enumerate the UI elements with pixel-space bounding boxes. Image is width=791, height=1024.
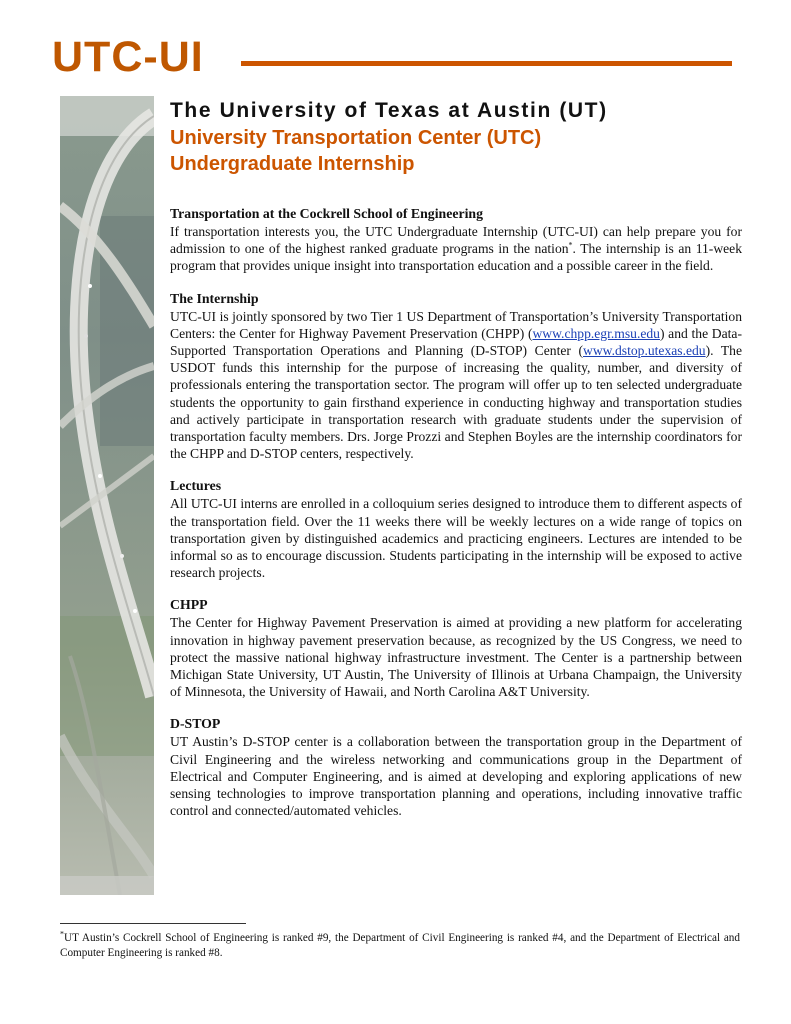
footnote-marker: * bbox=[568, 240, 573, 250]
section-internship bbox=[170, 289, 742, 463]
center-subtitle: University Transportation Center (UTC) bbox=[170, 127, 542, 149]
section-title: D-STOP bbox=[170, 716, 221, 732]
highway-aerial-photo bbox=[60, 96, 154, 895]
section-text: The Center for Highway Pavement Preservation is aimed at providing a new platform for accelerating innovation in highway pavement preservation because, as recognized by the US Congress, we need to protect the massive national highway infrastructure investment. The Center is a partnership between Michigan State University, UT Austin, The University of Illinois at Urbana Champaign, the University of Minnesota, the University of Hawaii, and North Carolina A&T University. bbox=[170, 615, 742, 700]
section-title: Lectures bbox=[170, 478, 222, 494]
section-chpp bbox=[170, 595, 742, 700]
footnote-divider bbox=[60, 923, 246, 924]
chpp-link[interactable]: www.chpp.egr.msu.edu bbox=[532, 325, 660, 341]
body-content bbox=[170, 204, 742, 833]
highway-interchange-image bbox=[60, 96, 154, 895]
section-text: All UTC-UI interns are enrolled in a colloquium series designed to introduce them to different aspects of the transportation field. Over the 11 weeks there will be weekly lectures on a wide range of topics on transportation given by distinguished academics and practicing engineers. Lectures are intended to be informal so as to encourage discussion. Students participating in the internship will be exposed to active research projects. bbox=[170, 496, 742, 581]
section-dstop bbox=[170, 714, 742, 819]
page-heading bbox=[170, 97, 770, 177]
footnote-text: UT Austin’s Cockrell School of Engineering is ranked #9, the Department of Civil Engineering is ranked #4, and the Department of Electrical and Computer Engineering is ranked #8. bbox=[60, 932, 740, 959]
section-text: If transportation interests you, the UTC Undergraduate Internship (UTC-UI) can help prepare you for admission to one of the highest ranked graduate programs in the nation*. The internship is an 11-week program that provides unique insight into transportation education and a possible career in the field. bbox=[170, 224, 742, 274]
dstop-link[interactable]: www.dstop.utexas.edu bbox=[583, 343, 706, 359]
section-text: UTC-UI is jointly sponsored by two Tier 1 US Department of Transportation’s University Transportation Centers: the Center for Highway Pavement Preservation (CHPP) (www.chpp.egr.msu.edu) and the Data-Supported Transportation Operations and Planning (D-STOP) Center (www.dstop.utexas.edu). The USDOT funds this internship for the purpose of increasing the quality, number, and diversity of professionals entering the transportation sector. The program will offer up to ten selected undergraduate students the opportunity to gain firsthand experience in conducting highway and transportation studies and actively participate in transportation research with graduate students under the supervision of transportation faculty members. Drs. Jorge Prozzi and Stephen Boyles are the internship coordinators for the CHPP and D-STOP centers, respectively. bbox=[170, 308, 742, 462]
section-lectures bbox=[170, 476, 742, 581]
section-transportation bbox=[170, 204, 742, 275]
footnote-marker: * bbox=[60, 929, 64, 939]
section-title: The Internship bbox=[170, 290, 259, 306]
university-title: The University of Texas at Austin (UT) bbox=[170, 99, 608, 122]
footnote bbox=[60, 931, 740, 961]
section-title: Transportation at the Cockrell School of Engineering bbox=[170, 206, 483, 221]
utc-ui-logo: UTC-UI bbox=[52, 33, 204, 81]
internship-subtitle: Undergraduate Internship bbox=[170, 153, 415, 175]
section-title: CHPP bbox=[170, 597, 208, 613]
section-text: UT Austin’s D-STOP center is a collaboration between the transportation group in the Department of Civil Engineering and the wireless networking and communications group in the Department of Electrical and Computer Engineering, and is aimed at developing and exploring applications of new sensing technologies to improve transportation planning and operations, including innovative traffic control and connected/automated vehicles. bbox=[170, 734, 742, 819]
header-rule bbox=[241, 61, 732, 66]
